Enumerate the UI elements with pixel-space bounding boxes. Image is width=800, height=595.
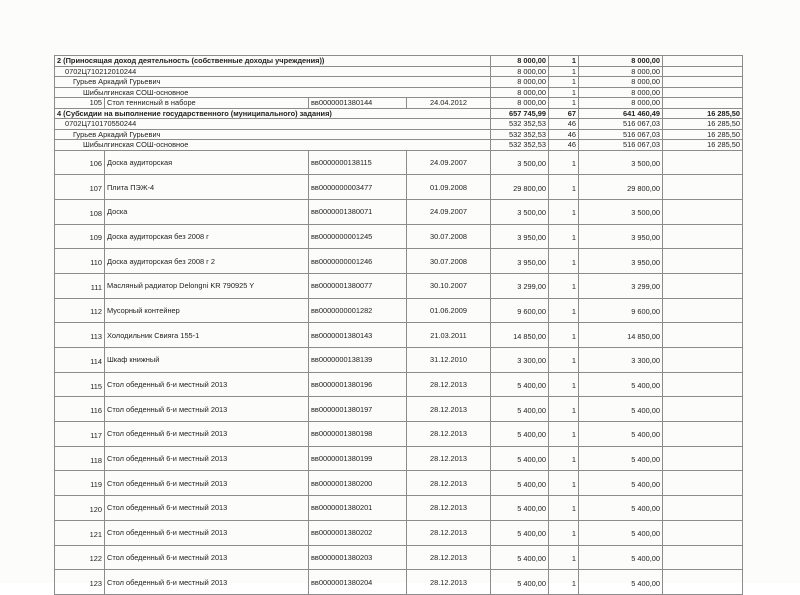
group-label: Гурьев Аркадий Гурьевич <box>55 77 491 88</box>
item-extra <box>663 224 743 249</box>
item-index: 122 <box>55 545 105 570</box>
item-date: 31.12.2010 <box>407 348 491 373</box>
item-inventory-code: вв0000000001246 <box>309 249 407 274</box>
item-qty: 1 <box>549 199 579 224</box>
item-amount: 3 500,00 <box>579 150 663 175</box>
table-row <box>55 323 743 348</box>
table-row <box>55 496 743 521</box>
table-row <box>55 545 743 570</box>
group-qty: 1 <box>549 87 579 98</box>
item-qty: 1 <box>549 545 579 570</box>
item-extra <box>663 545 743 570</box>
group-qty: 46 <box>549 140 579 151</box>
item-extra <box>663 323 743 348</box>
item-amount: 5 400,00 <box>579 471 663 496</box>
table-row <box>55 397 743 422</box>
item-inventory-code: вв0000001380201 <box>309 496 407 521</box>
item-inventory-code: вв0000001380071 <box>309 199 407 224</box>
item-name: Доска аудиторская без 2008 г <box>105 224 309 249</box>
item-index: 123 <box>55 570 105 595</box>
item-amount: 9 600,00 <box>579 298 663 323</box>
item-index: 109 <box>55 224 105 249</box>
item-name: Доска <box>105 199 309 224</box>
item-qty: 1 <box>549 372 579 397</box>
item-index: 111 <box>55 273 105 298</box>
item-sum: 14 850,00 <box>491 323 549 348</box>
item-date: 28.12.2013 <box>407 446 491 471</box>
item-qty: 1 <box>549 273 579 298</box>
item-index: 117 <box>55 422 105 447</box>
item-extra <box>663 348 743 373</box>
item-index: 113 <box>55 323 105 348</box>
item-name: Плита ПЭЖ-4 <box>105 175 309 200</box>
item-amount: 5 400,00 <box>579 570 663 595</box>
item-name: Стол обеденный 6-и местный 2013 <box>105 471 309 496</box>
group-qty: 1 <box>549 66 579 77</box>
item-name: Стол обеденный 6-и местный 2013 <box>105 372 309 397</box>
item-index: 120 <box>55 496 105 521</box>
item-amount: 3 299,00 <box>579 273 663 298</box>
item-inventory-code: вв0000000001282 <box>309 298 407 323</box>
item-qty: 1 <box>549 98 579 109</box>
item-index: 107 <box>55 175 105 200</box>
kbk-row <box>55 66 743 77</box>
item-name: Стол обеденный 6-и местный 2013 <box>105 545 309 570</box>
item-sum: 8 000,00 <box>491 98 549 109</box>
group-extra <box>663 77 743 88</box>
item-index: 106 <box>55 150 105 175</box>
item-index: 121 <box>55 520 105 545</box>
item-name: Холодильник Свияга 155-1 <box>105 323 309 348</box>
item-qty: 1 <box>549 446 579 471</box>
item-name: Стол обеденный 6-и местный 2013 <box>105 520 309 545</box>
inventory-table-body <box>55 56 743 595</box>
item-extra <box>663 199 743 224</box>
item-qty: 1 <box>549 496 579 521</box>
item-extra <box>663 98 743 109</box>
group-amount: 8 000,00 <box>579 66 663 77</box>
group-qty: 46 <box>549 129 579 140</box>
item-qty: 1 <box>549 150 579 175</box>
table-row <box>55 372 743 397</box>
group-extra: 16 285,50 <box>663 119 743 130</box>
group-amount: 8 000,00 <box>579 77 663 88</box>
group-sum: 532 352,53 <box>491 119 549 130</box>
group-extra: 16 285,50 <box>663 129 743 140</box>
item-sum: 5 400,00 <box>491 520 549 545</box>
item-qty: 1 <box>549 224 579 249</box>
item-name: Стол обеденный 6-и местный 2013 <box>105 422 309 447</box>
item-name: Доска аудиторская <box>105 150 309 175</box>
item-amount: 5 400,00 <box>579 422 663 447</box>
item-qty: 1 <box>549 397 579 422</box>
item-sum: 5 400,00 <box>491 422 549 447</box>
item-date: 24.09.2007 <box>407 199 491 224</box>
item-name: Стол обеденный 6-и местный 2013 <box>105 397 309 422</box>
item-amount: 3 950,00 <box>579 224 663 249</box>
item-index: 108 <box>55 199 105 224</box>
group-label: 0702Ц710170550244 <box>55 119 491 130</box>
item-inventory-code: вв0000001380198 <box>309 422 407 447</box>
item-date: 30.07.2008 <box>407 224 491 249</box>
item-date: 28.12.2013 <box>407 496 491 521</box>
item-qty: 1 <box>549 520 579 545</box>
item-date: 21.03.2011 <box>407 323 491 348</box>
item-extra <box>663 175 743 200</box>
item-date: 24.04.2012 <box>407 98 491 109</box>
item-sum: 5 400,00 <box>491 471 549 496</box>
group-amount: 8 000,00 <box>579 56 663 67</box>
item-inventory-code: вв0000001380202 <box>309 520 407 545</box>
item-sum: 3 950,00 <box>491 224 549 249</box>
item-sum: 29 800,00 <box>491 175 549 200</box>
group-label: 2 (Приносящая доход деятельность (собственные доходы учреждения)) <box>55 56 491 67</box>
item-extra <box>663 397 743 422</box>
group-sum: 8 000,00 <box>491 66 549 77</box>
group-amount: 516 067,03 <box>579 119 663 130</box>
item-date: 30.07.2008 <box>407 249 491 274</box>
item-inventory-code: вв0000000001245 <box>309 224 407 249</box>
group-extra: 16 285,50 <box>663 108 743 119</box>
group-label: Гурьев Аркадий Гурьевич <box>55 129 491 140</box>
group-sum: 8 000,00 <box>491 56 549 67</box>
item-sum: 3 950,00 <box>491 249 549 274</box>
item-date: 24.09.2007 <box>407 150 491 175</box>
item-qty: 1 <box>549 348 579 373</box>
group-amount: 8 000,00 <box>579 87 663 98</box>
table-row <box>55 422 743 447</box>
item-sum: 9 600,00 <box>491 298 549 323</box>
group-qty: 1 <box>549 56 579 67</box>
group-extra <box>663 66 743 77</box>
item-sum: 5 400,00 <box>491 372 549 397</box>
item-name: Мусорный контейнер <box>105 298 309 323</box>
section-header-row <box>55 108 743 119</box>
group-sum: 8 000,00 <box>491 77 549 88</box>
item-sum: 3 300,00 <box>491 348 549 373</box>
item-amount: 8 000,00 <box>579 98 663 109</box>
item-name: Шкаф книжный <box>105 348 309 373</box>
item-extra <box>663 150 743 175</box>
item-date: 28.12.2013 <box>407 545 491 570</box>
item-index: 116 <box>55 397 105 422</box>
item-inventory-code: вв0000001380200 <box>309 471 407 496</box>
item-amount: 3 950,00 <box>579 249 663 274</box>
item-index: 118 <box>55 446 105 471</box>
item-inventory-code: вв0000001380197 <box>309 397 407 422</box>
item-index: 115 <box>55 372 105 397</box>
item-qty: 1 <box>549 422 579 447</box>
item-date: 28.12.2013 <box>407 520 491 545</box>
item-date: 30.10.2007 <box>407 273 491 298</box>
group-qty: 67 <box>549 108 579 119</box>
responsible-person-row <box>55 77 743 88</box>
item-amount: 5 400,00 <box>579 520 663 545</box>
group-sum: 532 352,53 <box>491 140 549 151</box>
item-name: Стол обеденный 6-и местный 2013 <box>105 570 309 595</box>
table-row <box>55 570 743 595</box>
group-amount: 516 067,03 <box>579 140 663 151</box>
group-label: Шибылгинская СОШ-основное <box>55 87 491 98</box>
item-name: Доска аудиторская без 2008 г 2 <box>105 249 309 274</box>
group-extra: 16 285,50 <box>663 140 743 151</box>
item-inventory-code: вв0000000138139 <box>309 348 407 373</box>
table-row <box>55 224 743 249</box>
inventory-table <box>54 55 743 595</box>
item-extra <box>663 249 743 274</box>
item-qty: 1 <box>549 471 579 496</box>
item-index: 119 <box>55 471 105 496</box>
group-qty: 46 <box>549 119 579 130</box>
table-row <box>55 273 743 298</box>
inventory-sheet <box>54 55 742 589</box>
item-inventory-code: вв0000001380203 <box>309 545 407 570</box>
item-qty: 1 <box>549 249 579 274</box>
item-inventory-code: вв0000001380199 <box>309 446 407 471</box>
item-date: 28.12.2013 <box>407 397 491 422</box>
item-name: Стол обеденный 6-и местный 2013 <box>105 446 309 471</box>
item-name: Стол теннисный в наборе <box>105 98 309 109</box>
table-row <box>55 199 743 224</box>
table-row <box>55 98 743 109</box>
item-date: 01.06.2009 <box>407 298 491 323</box>
item-extra <box>663 570 743 595</box>
item-index: 112 <box>55 298 105 323</box>
table-row <box>55 446 743 471</box>
table-row <box>55 249 743 274</box>
item-inventory-code: вв0000000003477 <box>309 175 407 200</box>
item-qty: 1 <box>549 298 579 323</box>
item-amount: 14 850,00 <box>579 323 663 348</box>
table-row <box>55 471 743 496</box>
item-extra <box>663 422 743 447</box>
item-amount: 5 400,00 <box>579 372 663 397</box>
item-qty: 1 <box>549 570 579 595</box>
item-amount: 29 800,00 <box>579 175 663 200</box>
table-row <box>55 298 743 323</box>
item-name: Стол обеденный 6-и местный 2013 <box>105 496 309 521</box>
item-date: 28.12.2013 <box>407 422 491 447</box>
group-label: 0702Ц710212010244 <box>55 66 491 77</box>
item-sum: 5 400,00 <box>491 570 549 595</box>
item-extra <box>663 372 743 397</box>
table-row <box>55 348 743 373</box>
item-sum: 5 400,00 <box>491 545 549 570</box>
group-sum: 532 352,53 <box>491 129 549 140</box>
group-extra <box>663 56 743 67</box>
item-inventory-code: вв0000000138115 <box>309 150 407 175</box>
organization-row <box>55 140 743 151</box>
item-inventory-code: вв0000001380143 <box>309 323 407 348</box>
item-date: 28.12.2013 <box>407 372 491 397</box>
item-qty: 1 <box>549 175 579 200</box>
item-index: 110 <box>55 249 105 274</box>
item-sum: 5 400,00 <box>491 446 549 471</box>
item-amount: 5 400,00 <box>579 496 663 521</box>
item-inventory-code: вв0000001380204 <box>309 570 407 595</box>
item-qty: 1 <box>549 323 579 348</box>
item-amount: 5 400,00 <box>579 446 663 471</box>
item-amount: 3 300,00 <box>579 348 663 373</box>
item-index: 105 <box>55 98 105 109</box>
item-extra <box>663 471 743 496</box>
item-extra <box>663 298 743 323</box>
table-row <box>55 520 743 545</box>
group-amount: 641 460,49 <box>579 108 663 119</box>
organization-row <box>55 87 743 98</box>
group-label: 4 (Субсидии на выполнение государственного (муниципального) задания) <box>55 108 491 119</box>
item-amount: 3 500,00 <box>579 199 663 224</box>
group-sum: 657 745,99 <box>491 108 549 119</box>
item-amount: 5 400,00 <box>579 545 663 570</box>
item-sum: 3 500,00 <box>491 199 549 224</box>
group-sum: 8 000,00 <box>491 87 549 98</box>
table-row <box>55 175 743 200</box>
item-date: 28.12.2013 <box>407 570 491 595</box>
section-header-row <box>55 56 743 67</box>
item-extra <box>663 520 743 545</box>
group-label: Шибылгинская СОШ-основное <box>55 140 491 151</box>
item-extra <box>663 446 743 471</box>
item-extra <box>663 496 743 521</box>
item-date: 01.09.2008 <box>407 175 491 200</box>
item-sum: 5 400,00 <box>491 496 549 521</box>
group-qty: 1 <box>549 77 579 88</box>
item-amount: 5 400,00 <box>579 397 663 422</box>
item-name: Масляный радиатор Delongni KR 790925 Y <box>105 273 309 298</box>
item-extra <box>663 273 743 298</box>
item-sum: 3 500,00 <box>491 150 549 175</box>
item-date: 28.12.2013 <box>407 471 491 496</box>
group-extra <box>663 87 743 98</box>
item-sum: 5 400,00 <box>491 397 549 422</box>
item-inventory-code: вв0000001380196 <box>309 372 407 397</box>
table-row <box>55 150 743 175</box>
item-index: 114 <box>55 348 105 373</box>
responsible-person-row <box>55 129 743 140</box>
group-amount: 516 067,03 <box>579 129 663 140</box>
item-inventory-code: вв0000001380144 <box>309 98 407 109</box>
kbk-row <box>55 119 743 130</box>
item-inventory-code: вв0000001380077 <box>309 273 407 298</box>
item-sum: 3 299,00 <box>491 273 549 298</box>
